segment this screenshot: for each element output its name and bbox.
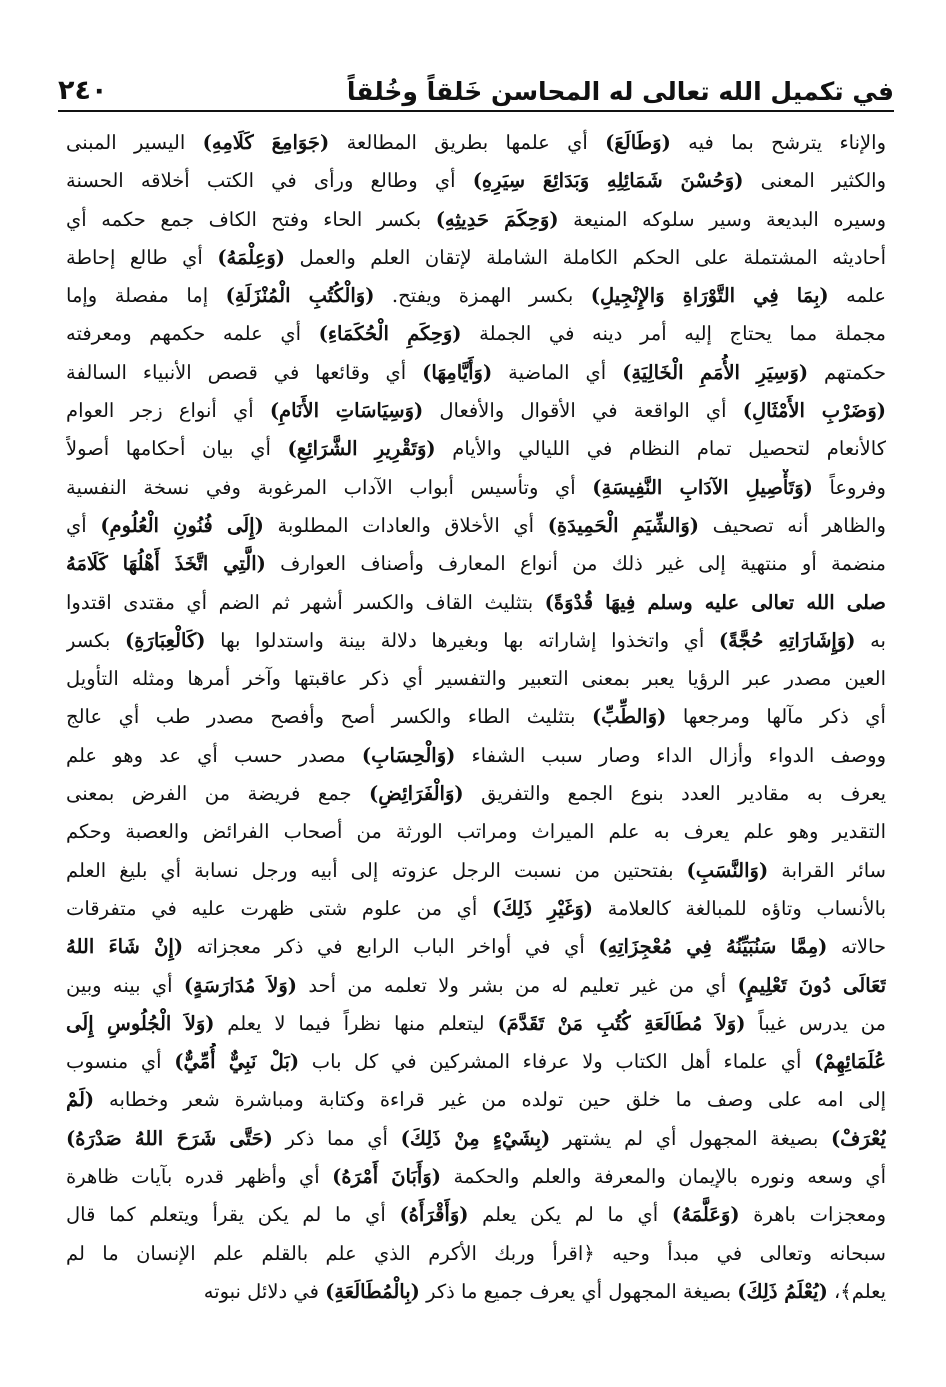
commentary-segment: مصدر حسب أي عد وهو علم: [66, 743, 362, 767]
text-line: [66, 1005, 886, 1043]
bold-matn-segment: (وَأَقْرَأَهُ): [399, 1203, 469, 1227]
text-line: [66, 1196, 886, 1234]
commentary-segment: بفتحتين من نسبت الرجل عزوته إلى أبيه ورجل نسابة أي بليغ العلم: [66, 858, 687, 882]
text-line: [66, 1235, 886, 1273]
text-line: [66, 813, 886, 851]
commentary-segment: وسيره البديعة وسير سلوكه المنيعة: [558, 207, 886, 231]
commentary-segment: أي بيان أحكامها أصولاً: [66, 437, 288, 461]
text-line: [66, 967, 886, 1005]
bold-matn-segment: (وَالْفَرَائِضِ): [369, 782, 464, 806]
commentary-segment: أي وقائعها في قصص الأنبياء السالفة: [66, 360, 423, 384]
commentary-segment: بكسر الحاء وفتح الكاف جمع حكمه أي: [66, 207, 436, 231]
commentary-segment: بتثليث الطاء والكسر أصح وأفصح مصدر طب أي عالج: [66, 705, 592, 729]
text-line: [66, 354, 886, 392]
bold-matn-segment: (وَالْكُتُبِ الْمُنْزَلَةِ): [225, 284, 375, 308]
commentary-segment: التقدير وهو علم يعرف به علم الميراث ومراتب الورثة من أصحاب الفرائض والعصبة وحكم: [66, 820, 886, 844]
bold-matn-segment: (وَغَيْرِ ذَلِكَ): [492, 896, 593, 920]
commentary-segment: يعرف به مقادير العدد بنوع الجمع والتفريق: [463, 782, 886, 806]
page-number: ٢٤٠: [58, 75, 108, 106]
text-line: [66, 1120, 886, 1158]
bold-matn-segment: (بِمَا فِي التَّوْرَاةِ وَالإِنْجِيلِ): [590, 284, 829, 308]
commentary-segment: مجملة مما يحتاج إليه أمر دينه في الجملة: [461, 322, 886, 346]
page-header: [58, 52, 894, 112]
commentary-segment: ليتعلم منها نظراً فيما لا يعلم: [214, 1011, 498, 1035]
commentary-segment: اليسير المبنى: [66, 131, 203, 154]
bold-matn-segment: (وَسِيَاسَاتِ الأَنَامِ): [269, 399, 424, 423]
text-line: [66, 239, 886, 277]
bold-matn-segment: (وَالطِّبِّ): [591, 705, 667, 729]
commentary-segment: أي الواقعة في الأقوال والأفعال: [423, 399, 743, 423]
bold-matn-segment: (إِنْ شَاءَ اللهُ: [66, 935, 184, 959]
commentary-segment: بصيغة المجهول أي لم يشتهر: [550, 1126, 831, 1150]
commentary-segment: يعلم﴾،: [827, 1279, 886, 1303]
commentary-segment: أي طالع إحاطة: [66, 245, 218, 269]
bold-matn-segment: (يُعْلَمُ ذَلِكَ): [737, 1279, 828, 1303]
commentary-segment: أي أنواع زجر العوام: [66, 399, 270, 423]
commentary-segment: أحاديثه المشتملة على الحكم الكاملة الشاملة لإتقان العلم والعمل: [285, 245, 886, 269]
text-line: [66, 277, 886, 315]
bold-matn-segment: (وَحُسْنَ شَمَائِلِهِ وَبَدَائِعَ سِيَرِهِ): [472, 169, 744, 193]
commentary-segment: أي ما لم يكن يعلم: [468, 1203, 672, 1227]
text-line: [66, 392, 886, 430]
bold-matn-segment: (وَلاَ مُطَالَعَةِ كُتُبِ مَنْ تَقَدَّمَ): [497, 1011, 746, 1035]
text-line: [66, 545, 886, 583]
running-title: في تكميل الله تعالى له المحاسن خَلقاً وخُلقاً: [346, 77, 894, 106]
text-line: [66, 660, 886, 698]
commentary-segment: أي بينه وبين: [66, 973, 184, 997]
text-line: [66, 1273, 886, 1311]
bold-matn-segment: (مِمَّا سَنُبَيِّنُهُ فِي مُعْجِزَاتِهِ): [598, 935, 828, 959]
text-line: [66, 737, 886, 775]
bold-matn-segment: صلى الله تعالى عليه وسلم فِيهَا قُدْوَةً): [544, 590, 886, 614]
commentary-segment: أي واتخذوا إشاراته بها وبغيرها دلالة بينة واستدلوا بها: [205, 628, 719, 652]
bold-matn-segment: (بِالْمُطَالَعَةِ): [325, 1279, 420, 1303]
commentary-segment: أي ذكر مآلها ومرجعها: [666, 705, 886, 729]
bold-matn-segment: (الَّتِي اتَّخَذَ أَهْلُهَا كَلَامَهُ: [66, 552, 266, 576]
bold-matn-segment: (كَالْعِبَارَةِ): [124, 628, 206, 652]
commentary-segment: أي وطالع ورأى في الكتب أخلاقه الحسنة: [66, 169, 473, 193]
text-line: [66, 1081, 886, 1119]
bold-matn-segment: (وَسِيَرِ الأُمَمِ الْخَالِيَةِ): [622, 360, 809, 384]
commentary-segment: منضمة أو منتهية إلى غير ذلك من أنواع المعارف وأصناف العوارف: [265, 552, 886, 576]
text-line: [66, 1158, 886, 1196]
commentary-segment: أي: [66, 513, 101, 537]
commentary-segment: إلى امه على وصف ما خلق حين تولده من غير قراءة وكتابة ومباشرة شعر وخطابه: [94, 1088, 886, 1112]
commentary-segment: من يدرس غيباً: [745, 1011, 886, 1035]
bold-matn-segment: (وَالشِّيَمِ الْحَمِيدَةِ): [547, 513, 699, 537]
bold-matn-segment: (وَإِشَارَاتِهِ حُجَّةً): [718, 628, 856, 652]
commentary-segment: جمع فريضة من الفرض بمعنى: [66, 782, 370, 806]
commentary-segment: العين مصدر عبر الرؤيا يعبر بمعنى التعبير والتفسير أي ذكر عاقبتها وآخر أمرها ومثله التأويل: [66, 667, 886, 691]
bold-matn-segment: (وَأَبَانَ أَمْرَهُ): [332, 1165, 441, 1189]
bold-matn-segment: (وَتَقْرِيرِ الشَّرَائِعِ): [287, 437, 436, 461]
bold-matn-segment: عُلَمَائِهِمْ): [814, 1050, 886, 1074]
text-line: [66, 1043, 886, 1081]
text-line: [66, 584, 886, 622]
bold-matn-segment: تَعَالَى دُونَ تَعْلِيمٍ): [737, 973, 886, 997]
commentary-segment: أي في أواخر الباب الرابع في ذكر معجزاته: [183, 935, 599, 959]
commentary-segment: أي علمها بطريق المطالعة: [329, 131, 606, 154]
bold-matn-segment: (وَطَالَعَ): [605, 131, 671, 154]
bold-matn-segment: (وَأَيَّامِهَا): [422, 360, 493, 384]
commentary-segment: بتثليث القاف والكسر أشهر ثم الضم أي مقتدى اقتدوا: [66, 590, 545, 614]
text-line: [66, 622, 886, 660]
bold-matn-segment: (لَمْ: [66, 1088, 95, 1112]
bold-matn-segment: (وَلاَ الْجُلُوسِ إِلَى: [66, 1011, 215, 1035]
commentary-segment: أي الأخلاق والعادات المطلوبة: [263, 513, 548, 537]
commentary-segment: في دلائل نبوته: [203, 1279, 326, 1303]
bold-matn-segment: (وَعِلْمَهُ): [217, 245, 286, 269]
commentary-segment: أي وأظهر قدره بآيات ظاهرة: [66, 1165, 333, 1189]
text-line: [66, 507, 886, 545]
commentary-segment: والظاهر أنه تصحيف: [698, 513, 886, 537]
text-line: [66, 469, 886, 507]
commentary-segment: حكمتهم: [808, 360, 886, 384]
commentary-segment: أي وتأسيس أبواب الآداب المرغوبة وفي نسخة النفسية: [66, 475, 593, 499]
bold-matn-segment: (إِلَى فُنُونِ الْعُلُومِ): [100, 513, 264, 537]
commentary-segment: بكسر الهمزة ويفتح.: [374, 284, 591, 308]
bold-matn-segment: (وَعَلَّمَهُ): [671, 1203, 740, 1227]
text-line: [66, 775, 886, 813]
commentary-segment: أي مما ذكر: [272, 1126, 401, 1150]
commentary-segment: أي من غير تعليم له من بشر ولا تعلمه من أحد: [297, 973, 738, 997]
bold-matn-segment: (وَلاَ مُدَارَسَةٍ): [183, 973, 298, 997]
commentary-segment: أي علمه حكمهم ومعرفته: [66, 322, 319, 346]
commentary-segment: أي الماضية: [492, 360, 623, 384]
text-line: [66, 162, 886, 200]
commentary-segment: والكثير المعنى: [743, 169, 886, 193]
commentary-segment: ومعجزات باهرة: [739, 1203, 886, 1227]
bold-matn-segment: يُعْرَفْ): [830, 1126, 886, 1150]
bold-matn-segment: (جَوَامِعَ كَلَامِهِ): [202, 131, 330, 154]
text-line: [66, 430, 886, 468]
text-line: [66, 124, 886, 162]
bold-matn-segment: (حَتَّى شَرَحَ اللهُ صَدْرَهُ): [66, 1126, 273, 1150]
text-line: [66, 890, 886, 928]
commentary-segment: أي وسعه ونوره بالإيمان والمعرفة والعلم والحكمة: [440, 1165, 886, 1189]
text-line: [66, 201, 886, 239]
commentary-segment: كالأنعام لتحصيل تمام النظام في الليالي والأيام: [435, 437, 886, 461]
bold-matn-segment: (وَالْحِسَابِ): [361, 743, 456, 767]
commentary-segment: وفروعاً: [812, 475, 886, 499]
bold-matn-segment: (وَحِكَمِ الْحُكَمَاءِ): [318, 322, 462, 346]
commentary-segment: حالاته: [827, 935, 886, 959]
commentary-segment: والإناء يترشح بما فيه: [670, 131, 886, 154]
commentary-segment: سائر القرابة: [768, 858, 886, 882]
commentary-segment: إما مفصلة وإما: [66, 284, 226, 308]
body-text: [66, 124, 886, 1364]
commentary-segment: بالأنساب وتاؤه للمبالغة كالعلامة: [593, 896, 886, 920]
text-line: [66, 928, 886, 966]
commentary-segment: أي ما لم يكن يقرأ ويتعلم كما قال: [66, 1203, 400, 1227]
bold-matn-segment: (وَتَأْصِيلِ الآدَابِ النَّفِيسَةِ): [592, 475, 813, 499]
bold-matn-segment: (بِشَيْءٍ مِنْ ذَلِكَ): [400, 1126, 551, 1150]
text-line: [66, 698, 886, 736]
commentary-segment: ووصف الدواء وأزال الداء وصار سبب الشفاء: [455, 743, 886, 767]
commentary-segment: سبحانه وتعالى في مبدأ وحيه ﴿اقرأ وربك الأكرم الذي علم بالقلم علم الإنسان ما لم: [66, 1241, 886, 1265]
bold-matn-segment: (بَلْ نَبِيٌّ أُمِّيٌّ): [174, 1050, 300, 1074]
commentary-segment: بكسر: [66, 628, 125, 652]
commentary-segment: أي علماء أهل الكتاب ولا عرفاء المشركين في كل باب: [299, 1050, 815, 1074]
bold-matn-segment: (وَالنَّسَبِ): [686, 858, 769, 882]
text-line: [66, 315, 886, 353]
commentary-segment: بصيغة المجهول أي يعرف جميع ما ذكر: [419, 1279, 738, 1303]
bold-matn-segment: (وَضَرْبِ الأَمْثَالِ): [742, 399, 886, 423]
bold-matn-segment: (وَحِكَمَ حَدِيثِهِ): [435, 207, 559, 231]
commentary-segment: أي من علوم شتى ظهرت عليه في متفرقات: [66, 896, 492, 920]
commentary-segment: علمه: [828, 284, 886, 308]
commentary-segment: به: [855, 628, 886, 652]
text-line: [66, 852, 886, 890]
commentary-segment: أي منسوب: [66, 1050, 175, 1074]
